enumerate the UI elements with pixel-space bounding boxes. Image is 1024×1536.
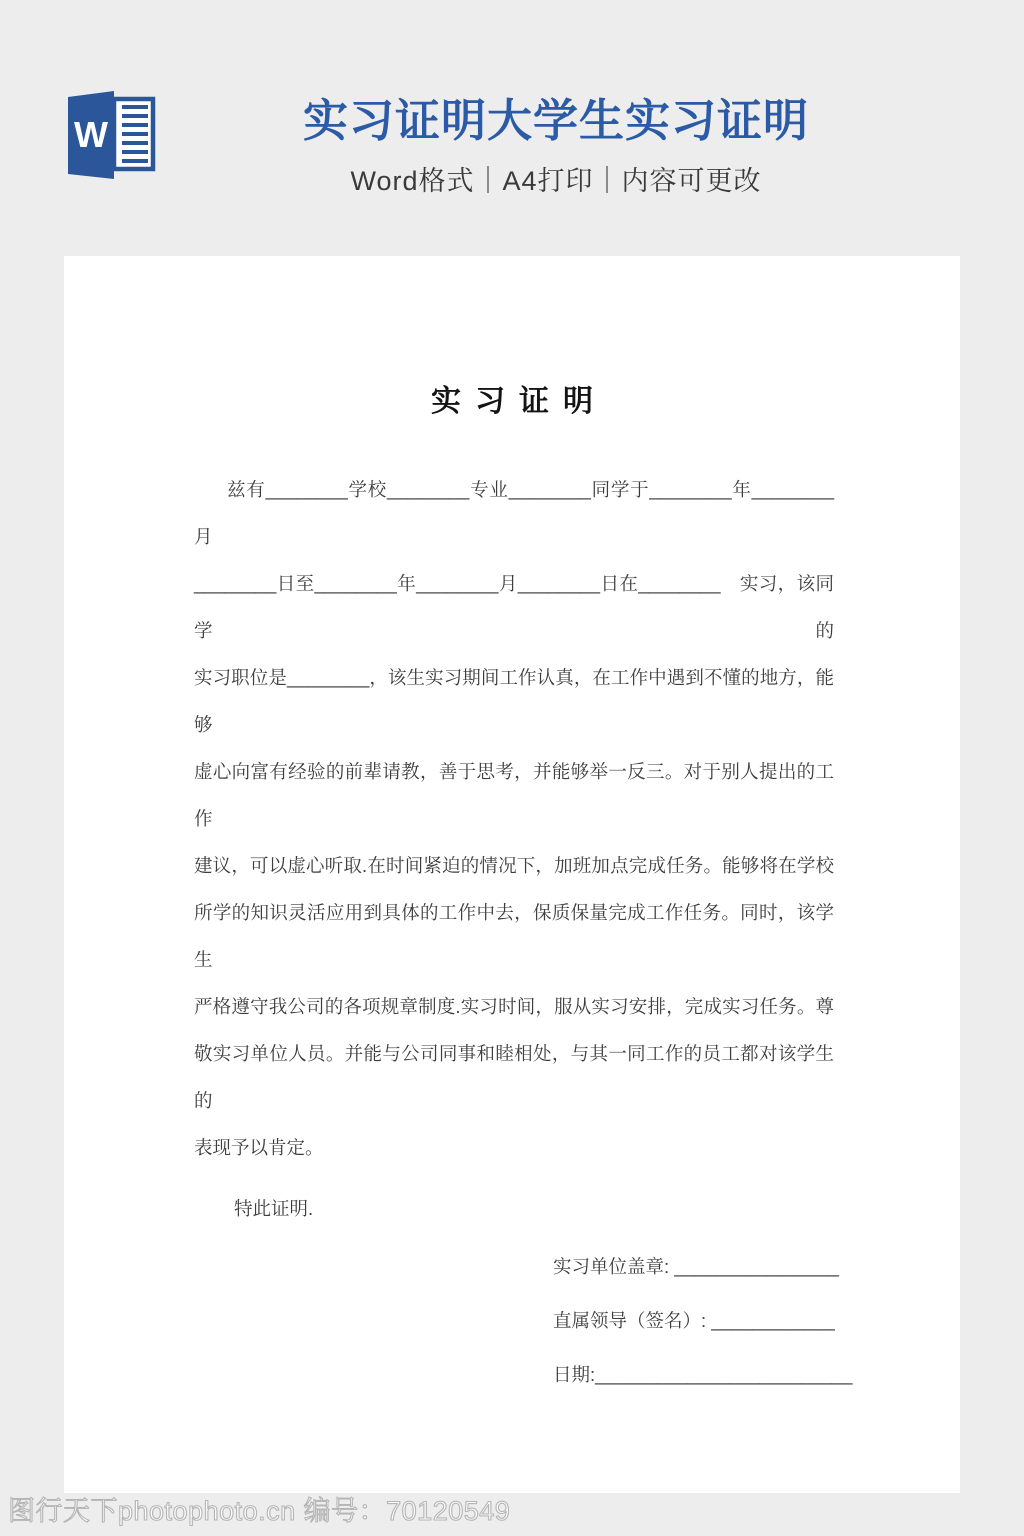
document-title: 实习证明 (431, 385, 607, 418)
word-icon-graphic (66, 89, 156, 181)
body-line: 严格遵守我公司的各项规章制度.实习时间，服从实习安排，完成实习任务。尊 (194, 996, 834, 1017)
body-line: 敬实习单位人员。并能与公司同事和睦相处，与其一同工作的员工都对该学生的 (194, 1043, 834, 1111)
word-icon (66, 89, 156, 181)
closing-line: 特此证明. (234, 1198, 314, 1219)
document-body (194, 466, 834, 1171)
signature-date-line: 日期:_________________________ (553, 1364, 853, 1385)
body-line: 表现予以肯定。 (194, 1137, 324, 1158)
word-icon-page-lines (122, 107, 148, 161)
signature-seal-line: 实习单位盖章: ________________ (553, 1256, 839, 1277)
body-line: 虚心向富有经验的前辈请教，善于思考，并能够举一反三。对于别人提出的工作 (194, 761, 834, 829)
template-header (200, 96, 912, 198)
signature-leader-line: 直属领导（签名）: ____________ (553, 1310, 835, 1331)
template-title: 实习证明大学生实习证明 (302, 95, 809, 146)
document-paper (64, 256, 960, 1493)
word-icon-letter: W (74, 114, 108, 155)
watermark-text: 图行天下photophoto.cn 编号：70120549 (8, 1496, 511, 1526)
signature-block (553, 1240, 960, 1402)
body-line: 建议，可以虚心听取.在时间紧迫的情况下，加班加点完成任务。能够将在学校 (194, 855, 834, 876)
body-line: ________日至________年________月________日在________ 实习，该同学的 (194, 573, 834, 641)
body-line: 实习职位是________，该生实习期间工作认真，在工作中遇到不懂的地方，能够 (194, 667, 834, 735)
template-subtitle: Word格式｜A4打印｜内容可更改 (350, 165, 762, 196)
body-line: 所学的知识灵活应用到具体的工作中去，保质保量完成工作任务。同时，该学生 (194, 902, 834, 970)
body-line: 兹有________学校________专业________同学于________年________月 (194, 479, 834, 547)
